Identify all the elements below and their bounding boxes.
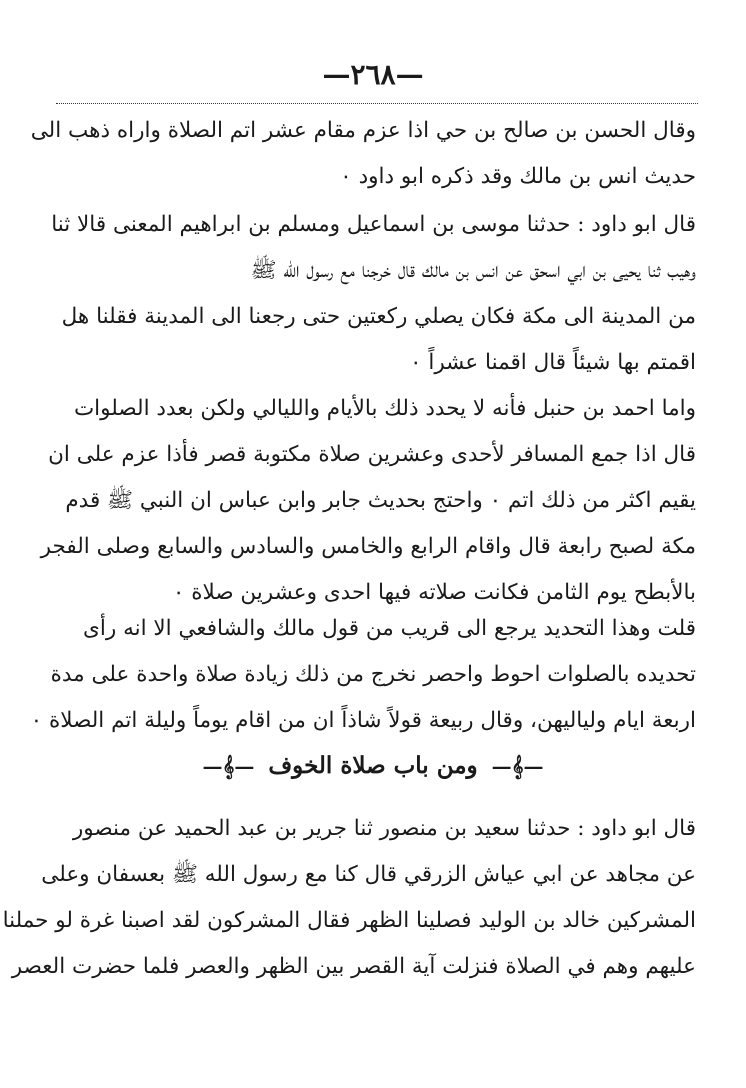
text-line: حديث انس بن مالك وقد ذكره ابو داود ٠	[340, 164, 696, 189]
text-line: من المدينة الى مكة فكان يصلي ركعتين حتى رجعنا الى المدينة فقلنا هل	[61, 304, 696, 329]
ornament-right-icon: —𝄞—	[491, 754, 544, 778]
paragraph-1	[30, 108, 696, 200]
text-line: وهيب ثنا يحيى بن ابي اسحق عن انس بن مالك قال خرجنا مع رسول الله ﷺ	[250, 258, 696, 283]
text-line: مكة لصبح رابعة قال واقام الرابع والخامس والسادس والسابع وصلى الفجر	[40, 534, 696, 559]
section-heading	[0, 752, 746, 779]
text-line: عليهم وهم في الصلاة فنزلت آية القصر بين الظهر والعصر فلما حضرت العصر	[11, 954, 696, 979]
text-line: يقيم اكثر من ذلك اتم ٠ واحتج بحديث جابر وابن عباس ان النبي ﷺ قدم	[65, 488, 696, 513]
text-line: المشركين خالد بن الوليد فصلينا الظهر فقال المشركون لقد اصبنا غرة لو حملنا	[2, 908, 696, 933]
text-line: قال اذا جمع المسافر لأحدى وعشرين صلاة مكتوبة قصر فأذا عزم على ان	[48, 442, 696, 467]
text-line: قلت وهذا التحديد يرجع الى قريب من قول مالك والشافعي الا انه رأى	[83, 616, 696, 641]
page-number: —٢٦٨—	[322, 58, 424, 91]
header-divider	[56, 103, 698, 104]
text-line: وقال الحسن بن صالح بن حي اذا عزم مقام عشر اتم الصلاة واراه ذهب الى	[30, 118, 696, 143]
text-line: واما احمد بن حنبل فأنه لا يحدد ذلك بالأيام والليالي ولكن بعدد الصلوات	[73, 396, 696, 421]
text-line: قال ابو داود : حدثنا موسى بن اسماعيل ومسلم بن ابراهيم المعنى قالا ثنا	[51, 212, 696, 237]
text-line: اقمتم بها شيئاً قال اقمنا عشراً ٠	[409, 350, 696, 375]
text-line: اربعة ايام ولياليهن، وقال ربيعة قولاً شاذاً ان من اقام يوماً وليلة اتم الصلاة ٠	[30, 708, 696, 733]
paragraph-2	[51, 202, 696, 386]
text-line: بالأبطح يوم الثامن فكانت صلاته فيها احدى وعشرين صلاة ٠	[172, 580, 696, 605]
section-heading-text: ومن باب صلاة الخوف	[268, 752, 478, 779]
text-line: تحديده بالصلوات احوط واحصر نخرج من ذلك زيادة صلاة واحدة على مدة	[50, 662, 696, 687]
paragraph-3	[40, 386, 696, 616]
ornament-left-icon: —𝄞—	[202, 754, 255, 778]
paragraph-4	[30, 606, 696, 744]
text-line: قال ابو داود : حدثنا سعيد بن منصور ثنا جرير بن عبد الحميد عن منصور	[72, 816, 696, 841]
text-line: عن مجاهد عن ابي عياش الزرقي قال كنا مع رسول الله ﷺ بعسفان وعلى	[41, 862, 696, 887]
paragraph-5	[2, 806, 696, 990]
